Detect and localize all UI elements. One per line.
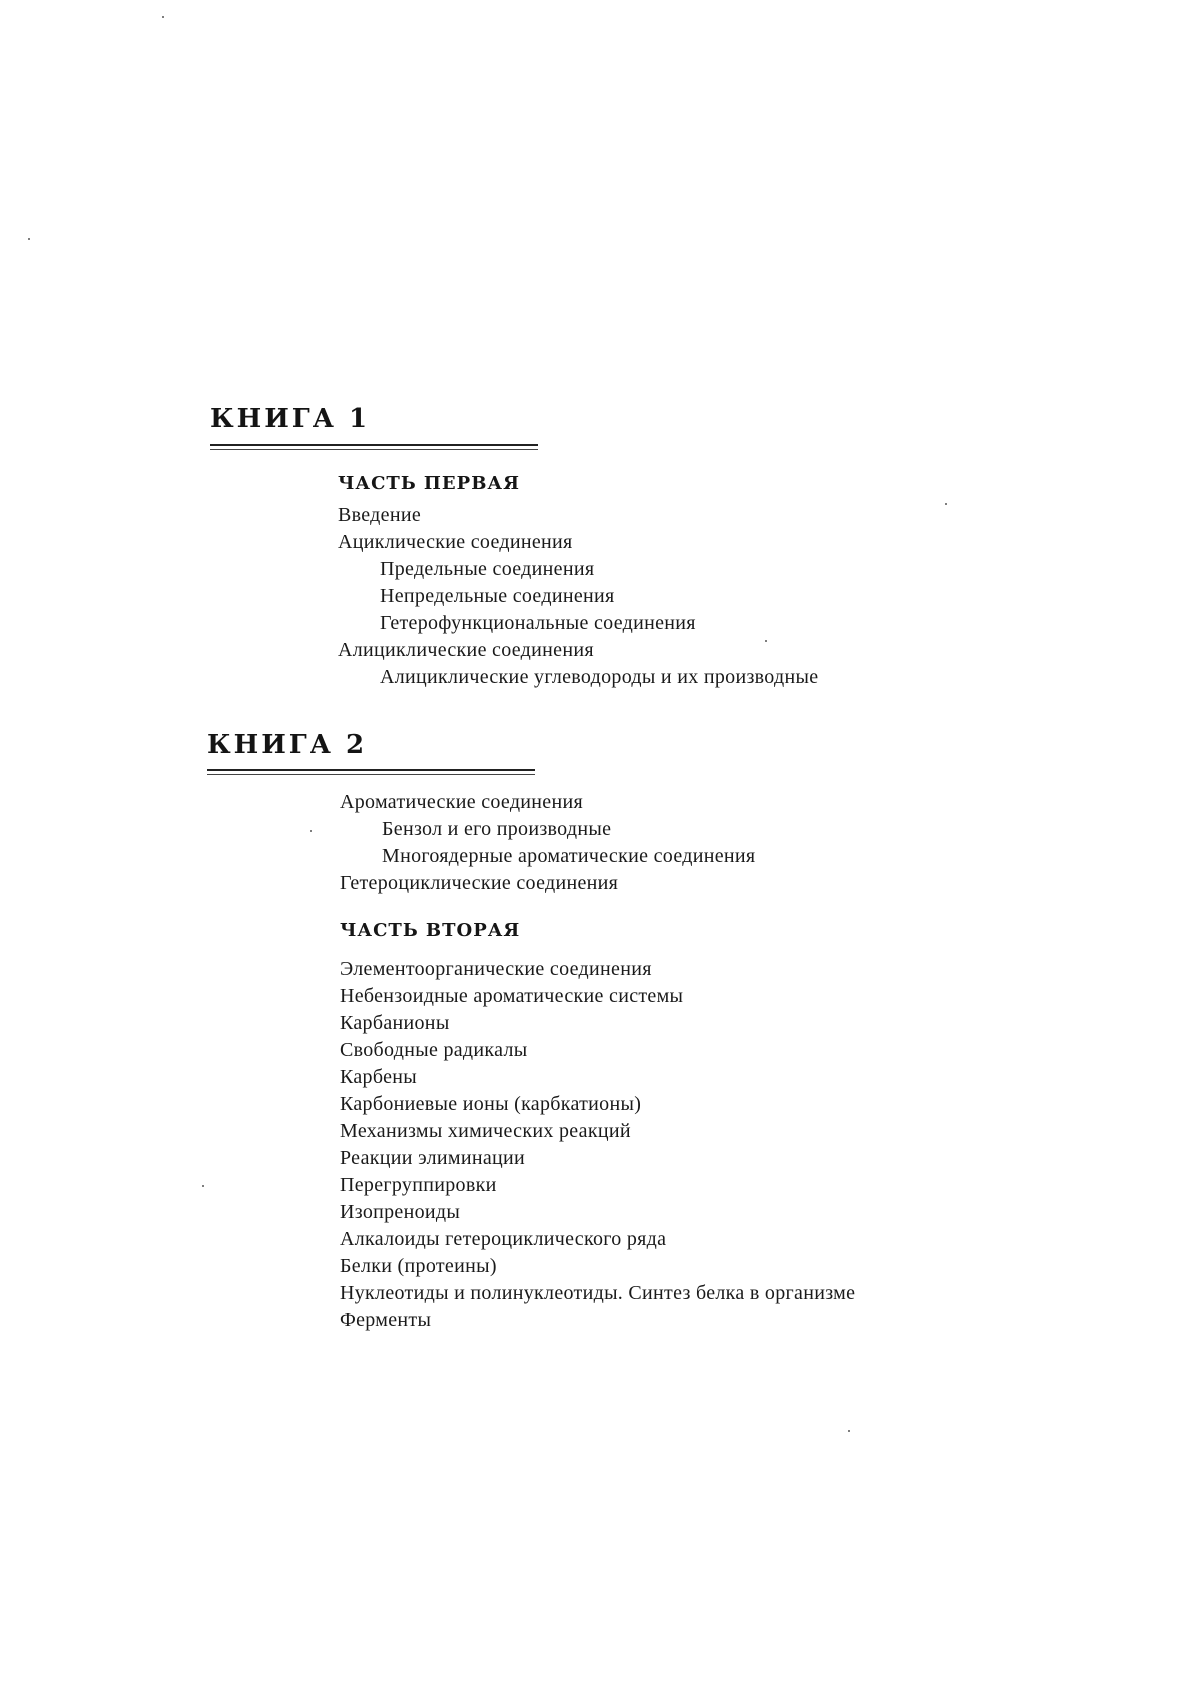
part-2-title: ЧАСТЬ ВТОРАЯ	[340, 920, 521, 941]
toc-entry: Карбониевые ионы (карбкатионы)	[340, 1093, 642, 1115]
toc-entry: Предельные соединения	[380, 558, 595, 580]
toc-entry: Непредельные соединения	[380, 585, 615, 607]
toc-entry: Перегруппировки	[340, 1174, 497, 1196]
toc-entry: Карбанионы	[340, 1012, 450, 1034]
toc-entry: Ароматические соединения	[340, 791, 583, 813]
part-1-title: ЧАСТЬ ПЕРВАЯ	[338, 473, 520, 494]
toc-entry: Ациклические соединения	[338, 531, 573, 553]
toc-entry: Гетерофункциональные соединения	[380, 612, 696, 634]
toc-entry: Элементоорганические соединения	[340, 958, 652, 980]
scan-speck	[310, 830, 312, 832]
toc-entry: Алициклические соединения	[338, 639, 594, 661]
toc-entry: Белки (протеины)	[340, 1255, 497, 1277]
toc-entry: Нуклеотиды и полинуклеотиды. Синтез белка в организме	[340, 1282, 856, 1304]
toc-entry: Алициклические углеводороды и их производные	[380, 666, 819, 688]
toc-entry: Многоядерные ароматические соединения	[382, 845, 756, 867]
toc-entry: Свободные радикалы	[340, 1039, 528, 1061]
book-2-continued-contents	[340, 789, 755, 897]
toc-entry: Небензоидные ароматические системы	[340, 985, 684, 1007]
part-2-contents	[340, 956, 855, 1334]
book-2-rule	[207, 769, 535, 771]
scan-speck	[162, 16, 164, 18]
toc-entry: Бензол и его производные	[382, 818, 612, 840]
book-2-title: КНИГА 2	[207, 730, 368, 760]
toc-entry: Алкалоиды гетероциклического ряда	[340, 1228, 667, 1250]
toc-entry: Ферменты	[340, 1309, 432, 1331]
book-1-rule-thin	[210, 449, 538, 450]
toc-entry: Механизмы химических реакций	[340, 1120, 631, 1142]
toc-entry: Карбены	[340, 1066, 417, 1088]
toc-entry: Введение	[338, 504, 422, 526]
scan-speck	[202, 1185, 204, 1187]
scan-speck	[848, 1430, 850, 1432]
book-2-rule-thin	[207, 774, 535, 775]
book-1-title: КНИГА 1	[210, 404, 371, 434]
part-1-contents	[338, 502, 818, 691]
toc-entry: Изопреноиды	[340, 1201, 461, 1223]
scan-speck	[28, 238, 30, 240]
toc-entry: Реакции элиминации	[340, 1147, 526, 1169]
scan-speck	[765, 640, 767, 642]
toc-entry: Гетероциклические соединения	[340, 872, 619, 894]
scan-speck	[945, 503, 947, 505]
book-1-rule	[210, 444, 538, 446]
